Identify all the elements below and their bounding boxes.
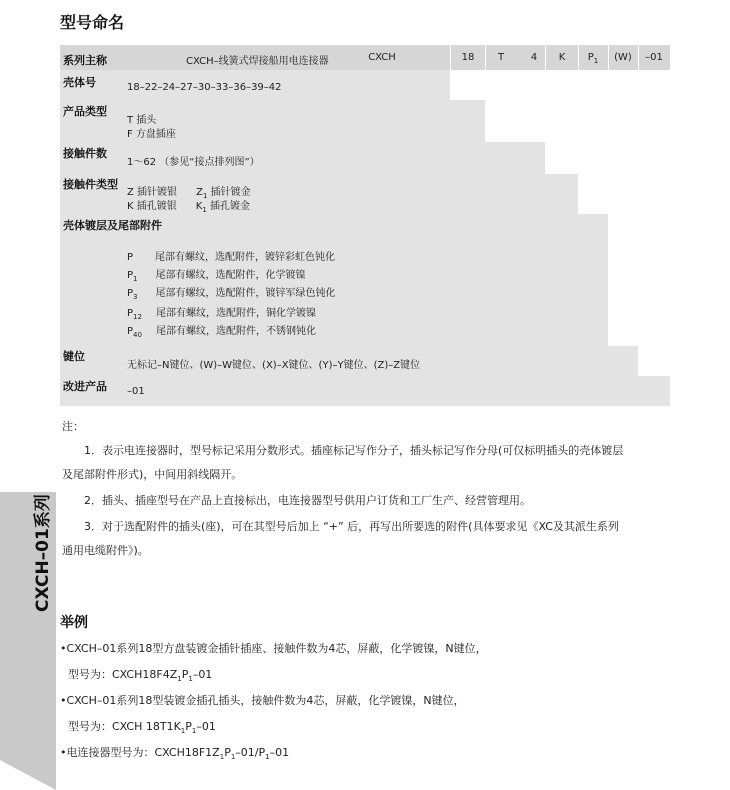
- column-separator: [485, 45, 486, 102]
- row-label-key: 键位: [63, 350, 85, 363]
- example-model: 型号为：CXCH $18T1K_1P_1-01$: [68, 720, 216, 736]
- header-label: 系列主称: [63, 54, 107, 67]
- notes-heading: 注：: [62, 420, 84, 433]
- side-tab-corner: [0, 760, 56, 790]
- header-description: CXCH–线簧式焊接船用电连接器: [186, 56, 329, 67]
- row-type-line: F 方盘插座: [127, 129, 176, 140]
- row-plating-line: $P_3$ 尾部有螺纹，选配附件，镀锌军绿色钝化: [127, 288, 336, 301]
- example-model: •电连接器型号为：$CXCH18F1Z_1P_1-01/P_1-01$: [60, 746, 290, 762]
- code-shell: 18: [461, 52, 475, 63]
- row-plating-line: P 尾部有螺纹，选配附件，镀锌彩虹色钝化: [127, 252, 336, 263]
- row-label-improved: 改进产品: [63, 380, 107, 393]
- row-bar-improved: [60, 376, 670, 406]
- row-plating-line: $P_{40}$ 尾部有螺纹，选配附件，不锈钢钝化: [127, 326, 316, 339]
- code-count: 4: [530, 52, 538, 63]
- code-type: T: [497, 52, 505, 63]
- code-key: (W): [614, 52, 632, 63]
- row-label-shell: 壳体号: [63, 76, 96, 89]
- code-improved: –01: [645, 52, 663, 63]
- note-line: 3．对于选配附件的插头(座)，可在其型号后加上 “+” 后，再写出所要选的附件(具体要求见《XC及其派生系列: [84, 520, 619, 533]
- row-plating-line: $P_{12}$ 尾部有螺纹，选配附件，铜化学镀镍: [127, 308, 316, 321]
- row-label-count: 接触件数: [63, 147, 107, 160]
- row-label-type: 产品类型: [63, 105, 107, 118]
- note-line: 通用电缆附件》)。: [62, 544, 149, 557]
- row-shell-values: 18–22–24–27–30–33–36–39–42: [127, 82, 282, 93]
- row-key-line: 无标记–N键位、(W)–W键位、(X)–X键位、(Y)–Y键位、(Z)–Z键位: [127, 360, 421, 371]
- row-plating-line: $P_1$ 尾部有螺纹，选配附件，化学镀镍: [127, 270, 306, 283]
- code-contact: K: [558, 52, 566, 63]
- code-plating: $P_1$: [587, 52, 599, 65]
- row-bar-type: [60, 100, 485, 142]
- examples-heading: 举例: [60, 615, 88, 631]
- example-model: 型号为：$CXCH18F4Z_1P_1-01$: [68, 668, 213, 684]
- column-separator: [638, 45, 639, 348]
- note-line: 2．插头、插座型号在产品上直接标出，电连接器型号供用户订货和工厂生产、经营管理用。: [84, 494, 531, 507]
- side-tab-label: CXCH–01系列: [33, 494, 53, 612]
- note-line: 1．表示电连接器时，型号标记采用分数形式。插座标记写作分子，插头标记写作分母(可仅标明插头的壳体镀层: [84, 444, 624, 457]
- row-label-contact-type: 接触件类型: [63, 178, 118, 191]
- code-series: CXCH: [368, 52, 396, 63]
- example-line: •CXCH–01系列18型方盘装镀金插针插座、接触件数为4芯，屏蔽，化学镀镍，N键位，: [60, 642, 487, 655]
- row-contact-line: Z 插针镀银 $Z_1$ 插针镀金: [127, 187, 251, 200]
- row-type-line: T 插头: [127, 115, 157, 126]
- column-separator: [450, 45, 451, 70]
- row-label-plating: 壳体镀层及尾部附件: [63, 219, 162, 232]
- column-separator: [578, 45, 579, 176]
- note-line: 及尾部附件形式)，中间用斜线隔开。: [62, 468, 243, 481]
- page-title: 型号命名: [60, 13, 125, 32]
- row-count-line: 1～62 （参见“接点排列图”）: [127, 157, 260, 168]
- example-line: •CXCH–01系列18型装镀金插孔插头，接触件数为4芯，屏蔽，化学镀镍，N键位，: [60, 694, 465, 707]
- column-separator: [608, 45, 609, 216]
- row-improved-line: –01: [127, 386, 145, 397]
- row-contact-line: K 插孔镀银 $K_1$ 插孔镀金: [127, 201, 251, 214]
